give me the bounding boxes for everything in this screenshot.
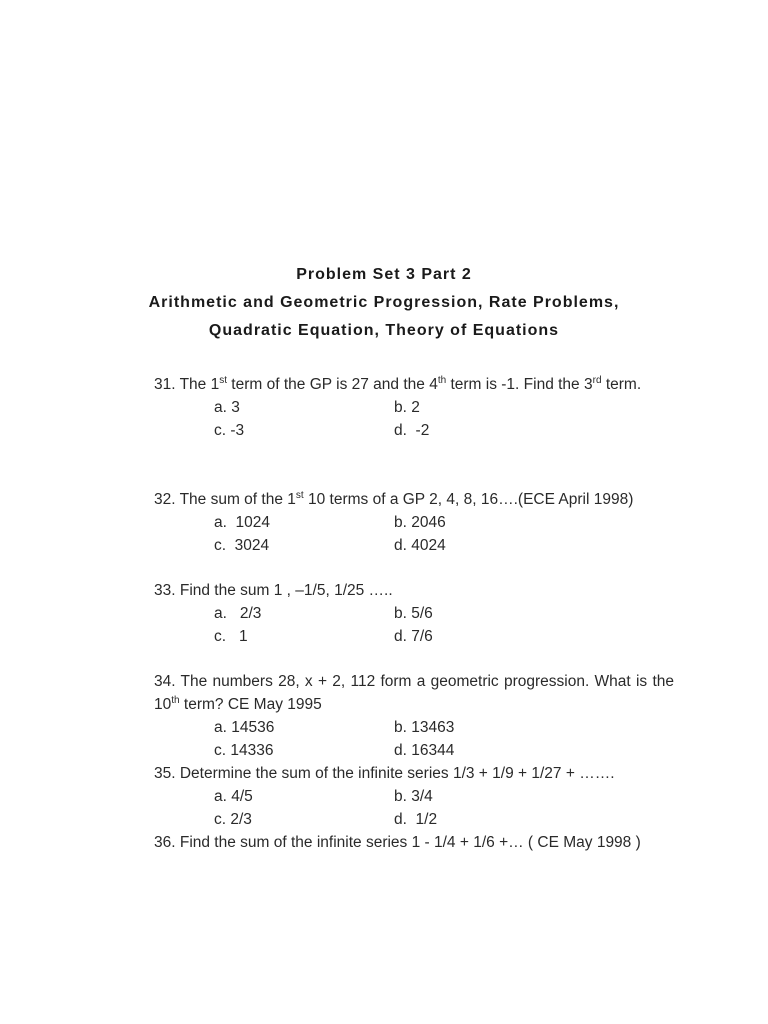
option-c: c. 14336 (214, 742, 274, 759)
question-text-part: term is -1. Find the 3 (446, 376, 593, 393)
document-header (0, 264, 768, 348)
answer-options (154, 785, 674, 831)
option-a: a. 14536 (214, 719, 275, 736)
topics-line-1: Arithmetic and Geometric Progression, Rate Problems, (148, 294, 620, 311)
option-c: c. -3 (214, 422, 245, 439)
question-text (154, 488, 674, 511)
question-text: 35. Determine the sum of the infinite series 1/3 + 1/9 + 1/27 + ……. (154, 765, 615, 782)
option-d: d. 4024 (394, 537, 446, 554)
option-d: d. -2 (394, 422, 430, 439)
question-text-part: 32. The sum of the 1 (154, 491, 296, 508)
question-32 (154, 488, 674, 557)
answer-options (154, 716, 674, 762)
answer-options (154, 511, 674, 557)
question-text: 33. Find the sum 1 , –1/5, 1/25 ….. (154, 582, 393, 599)
option-b: b. 3/4 (394, 788, 433, 805)
option-a: a. 3 (214, 399, 240, 416)
option-c: c. 3024 (214, 537, 270, 554)
ordinal-suffix: st (295, 489, 304, 501)
question-text-part: 10 terms of a GP 2, 4, 8, 16….(ECE April 1998) (303, 491, 634, 508)
question-text-part: 34. The numbers 28, x + 2, 112 form a geometric progression. What is the 10 (154, 673, 674, 713)
ordinal-suffix: th (171, 694, 180, 706)
question-text (154, 373, 674, 396)
spacer (154, 648, 674, 670)
question-text-part: term of the GP is 27 and the 4 (227, 376, 438, 393)
questions-list (154, 373, 674, 854)
question-text-part: term. (601, 376, 642, 393)
problem-set-title: Problem Set 3 Part 2 (296, 266, 472, 283)
option-b: b. 5/6 (394, 605, 433, 622)
question-31 (154, 373, 674, 442)
spacer (154, 442, 674, 488)
option-d: d. 7/6 (394, 628, 433, 645)
spacer (154, 557, 674, 579)
option-a: a. 1024 (214, 514, 271, 531)
option-a: a. 2/3 (214, 605, 262, 622)
option-b: b. 2046 (394, 514, 446, 531)
question-34 (154, 670, 674, 762)
ordinal-suffix: rd (592, 374, 602, 386)
topics-line-2: Quadratic Equation, Theory of Equations (208, 322, 560, 339)
answer-options (154, 602, 674, 648)
option-c: c. 2/3 (214, 811, 252, 828)
option-d: d. 1/2 (394, 811, 438, 828)
option-a: a. 4/5 (214, 788, 253, 805)
option-c: c. 1 (214, 628, 248, 645)
question-33 (154, 579, 674, 648)
ordinal-suffix: st (219, 374, 227, 386)
question-text-part: term? CE May 1995 (179, 696, 322, 713)
option-b: b. 13463 (394, 719, 455, 736)
answer-options (154, 396, 674, 442)
question-text (154, 670, 674, 716)
question-36 (154, 831, 674, 854)
ordinal-suffix: th (437, 374, 447, 386)
option-d: d. 16344 (394, 742, 455, 759)
option-b: b. 2 (394, 399, 420, 416)
question-text-part: 31. The 1 (154, 376, 220, 393)
question-text: 36. Find the sum of the infinite series 1 - 1/4 + 1/6 +… ( CE May 1998 ) (154, 834, 641, 851)
question-35 (154, 762, 674, 831)
